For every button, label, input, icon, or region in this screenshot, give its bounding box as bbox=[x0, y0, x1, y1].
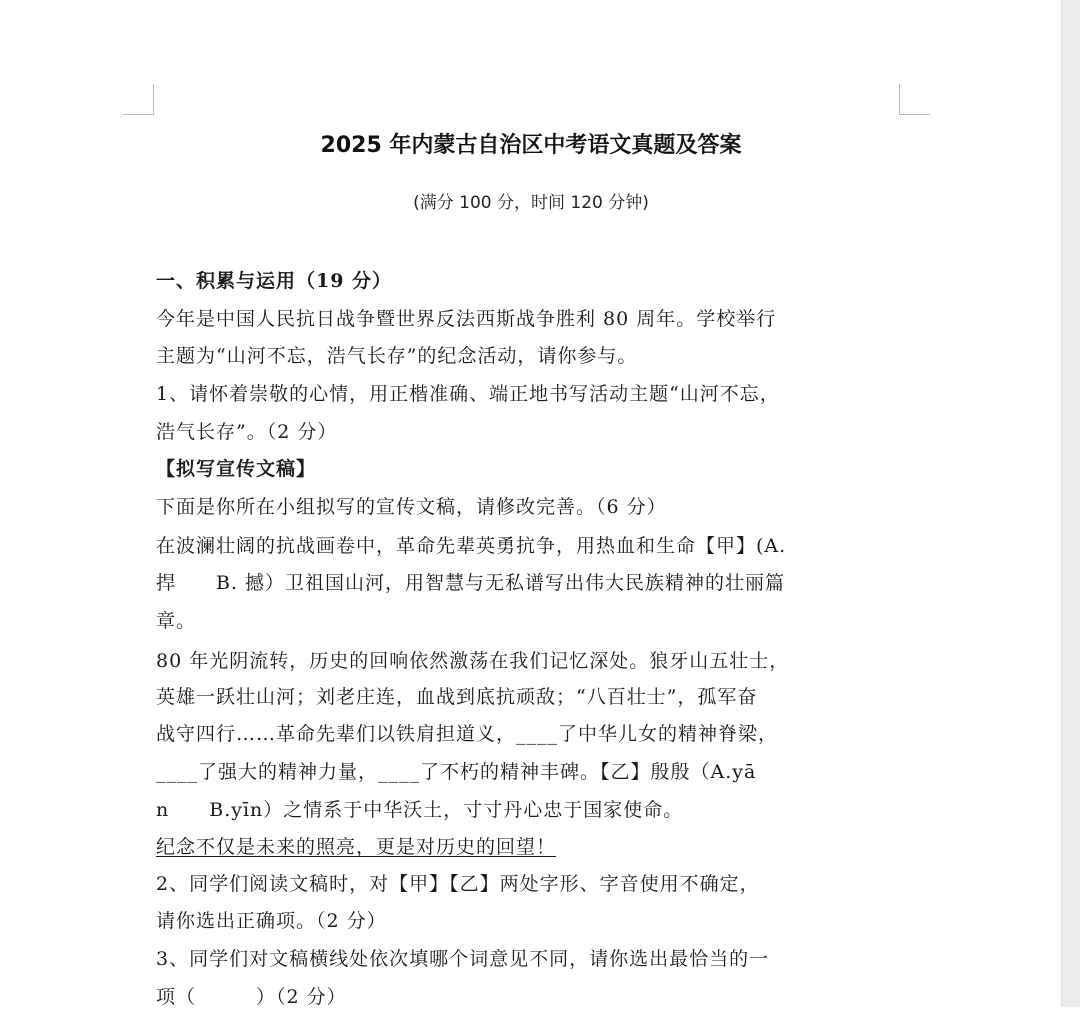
draft-line: 80 年光阴流转，历史的回响依然激荡在我们记忆深处。狼牙山五壮士， bbox=[156, 650, 790, 672]
document-subtitle: (满分 100 分，时间 120 分钟) bbox=[413, 193, 649, 213]
draft-line: 章。 bbox=[156, 610, 197, 632]
subsection-heading: 【拟写宣传文稿】 bbox=[156, 458, 317, 480]
paragraph-line: 主题为“山河不忘，浩气长存”的纪念活动，请你参与。 bbox=[156, 345, 638, 367]
paragraph-line: 下面是你所在小组拟写的宣传文稿，请修改完善。（6 分） bbox=[156, 496, 667, 518]
question-3-line: 3、同学们对文稿横线处依次填哪个词意见不同，请你选出最恰当的一 bbox=[156, 948, 770, 970]
question-3-line: 项（ ）（2 分） bbox=[156, 986, 347, 1008]
question-1-line: 浩气长存”。（2 分） bbox=[156, 421, 338, 443]
draft-line: 战守四行……革命先辈们以铁肩担道义，____了中华儿女的精神脊梁， bbox=[156, 723, 779, 745]
draft-line: 捍 B. 撼）卫祖国山河，用智慧与无私谱写出伟大民族精神的壮丽篇 bbox=[156, 572, 786, 594]
question-2-line: 2、同学们阅读文稿时，对【甲】【乙】两处字形、字音使用不确定， bbox=[156, 873, 760, 895]
section-heading: 一、积累与运用（19 分） bbox=[156, 270, 393, 292]
draft-line: n B.yīn）之情系于中华沃土，寸寸丹心忠于国家使命。 bbox=[156, 799, 684, 821]
draft-line: 英雄一跃壮山河；刘老庄连，血战到底抗顽敌；“八百壮士”，孤军奋 bbox=[156, 686, 758, 708]
draft-line: 在波澜壮阔的抗战画卷中，革命先辈英勇抗争，用热血和生命【甲】(A. bbox=[156, 535, 787, 557]
vertical-scrollbar[interactable] bbox=[1061, 0, 1080, 1007]
paragraph-line: 今年是中国人民抗日战争暨世界反法西斯战争胜利 80 周年。学校举行 bbox=[156, 308, 777, 330]
document-title: 2025 年内蒙古自治区中考语文真题及答案 bbox=[320, 133, 742, 158]
question-1-line: 1、请怀着崇敬的心情，用正楷准确、端正地书写活动主题“山河不忘， bbox=[156, 383, 780, 405]
draft-line: ____了强大的精神力量，____了不朽的精神丰碑。【乙】殷殷（A.yā bbox=[156, 761, 757, 783]
question-2-line: 请你选出正确项。（2 分） bbox=[156, 910, 387, 932]
crop-mark-top-right bbox=[899, 84, 930, 115]
crop-mark-top-left bbox=[123, 84, 154, 115]
underlined-sentence: 纪念不仅是未来的照亮，更是对历史的回望！ bbox=[156, 836, 557, 858]
